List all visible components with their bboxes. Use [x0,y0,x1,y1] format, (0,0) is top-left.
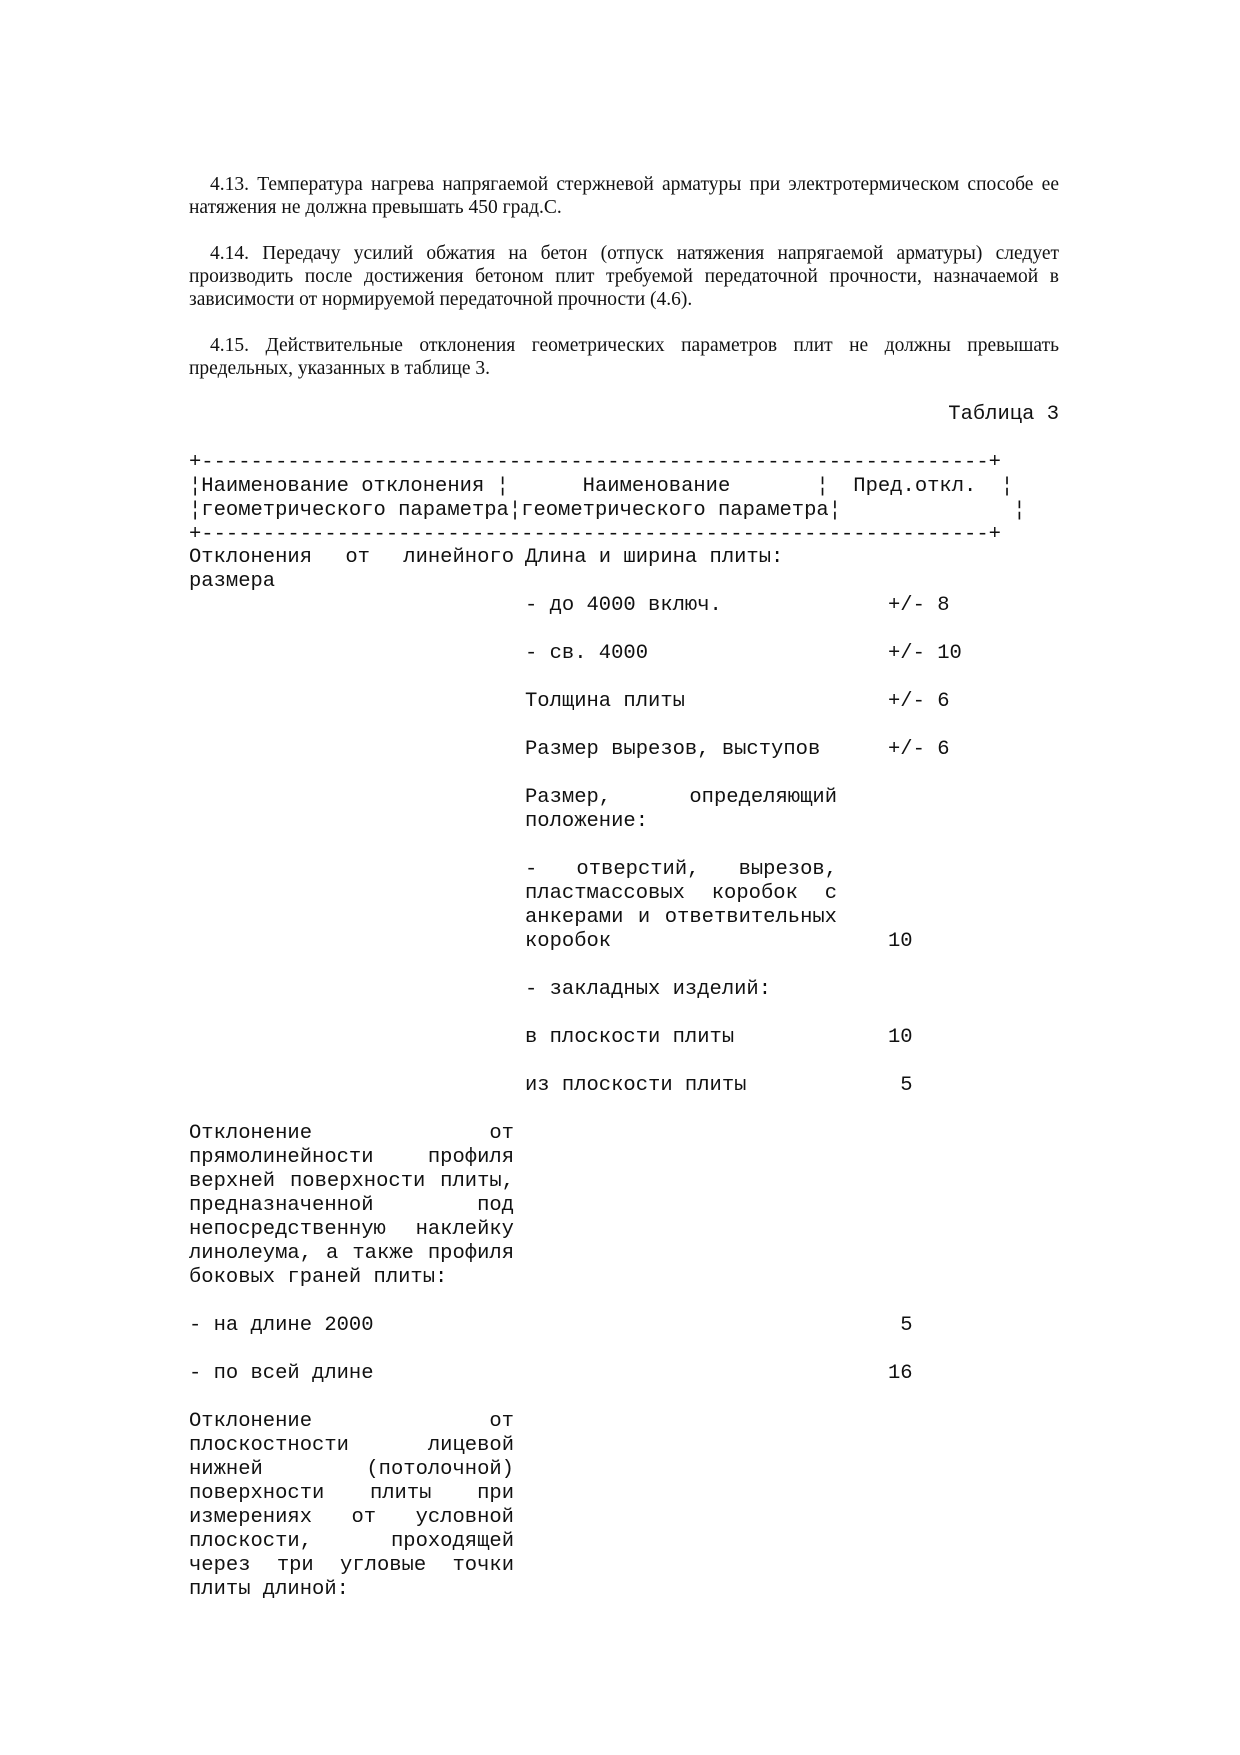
paragraph-4-15: 4.15. Действительные отклонения геометрических параметров плит не должны превышать предельных, указанных в таблице 3. [189,335,1059,379]
table-cell-tolerance: 5 [888,1314,913,1337]
table-cell-tolerance: 16 [888,1362,913,1385]
table-cell-deviation-name: - на длине 2000 [189,1314,374,1337]
table-header-line-2: ¦геометрического параметра¦геометрического параметра¦ ¦ [189,499,1026,522]
table-cell-deviation-name: Отклонение от прямолинейности профиля верхней поверхности плиты, предназначенной под непосредственную наклейку линолеума, а также профиля боковых граней плиты: [189,1122,514,1289]
table-cell-tolerance: +/- 8 [888,594,950,617]
table-cell-parameter-name: Толщина плиты [525,690,685,713]
table-cell-tolerance: 10 [888,1026,913,1049]
table-cell-tolerance: +/- 6 [888,690,950,713]
table-border-bottom: +----------------------------------------------------------------+ [189,523,1001,546]
table-cell-parameter-name: в плоскости плиты [525,1026,735,1049]
table-cell-parameter-name: Длина и ширина плиты: [525,546,784,569]
table-cell-parameter-name: - до 4000 включ. [525,594,722,617]
table-cell-tolerance: 10 [888,930,913,953]
table-cell-parameter-name: Размер, определяющий положение: [525,786,837,833]
paragraph-4-14: 4.14. Передачу усилий обжатия на бетон (отпуск натяжения напрягаемой арматуры) следует производить после достижения бетоном плит требуемой передаточной прочности, назначаемой в зависимости от нормируемой передаточной прочности (4.6). [189,243,1059,310]
table-cell-parameter-name: - закладных изделий: [525,978,772,1001]
table-cell-deviation-name: Отклонение от плоскостности лицевой нижней (потолочной) поверхности плиты при измерениях от условной плоскости, проходящей через три угловые точки плиты длиной: [189,1410,514,1601]
table-header-line-1: ¦Наименование отклонения ¦ Наименование ¦ Пред.откл. ¦ [189,475,1014,498]
table-cell-parameter-name: из плоскости плиты [525,1074,747,1097]
table-cell-tolerance: +/- 10 [888,642,962,665]
table-cell-deviation-name: - по всей длине [189,1362,374,1385]
table-cell-tolerance: +/- 6 [888,738,950,761]
table-caption: Таблица 3 [948,403,1059,426]
table-cell-parameter-name: - отверстий, вырезов, пластмассовых коробок с анкерами и ответвительных коробок [525,858,837,953]
paragraph-4-13: 4.13. Температура нагрева напрягаемой стержневой арматуры при электротермическом способе ее натяжения не должна превышать 450 град.С. [189,174,1059,218]
table-border-top: +----------------------------------------------------------------+ [189,451,1001,474]
table-header [189,451,1026,547]
table-cell-parameter-name: Размер вырезов, выступов [525,738,821,761]
table-cell-deviation-name: Отклонения от линейного размера [189,546,514,593]
table-cell-tolerance: 5 [888,1074,913,1097]
table-cell-parameter-name: - св. 4000 [525,642,649,665]
